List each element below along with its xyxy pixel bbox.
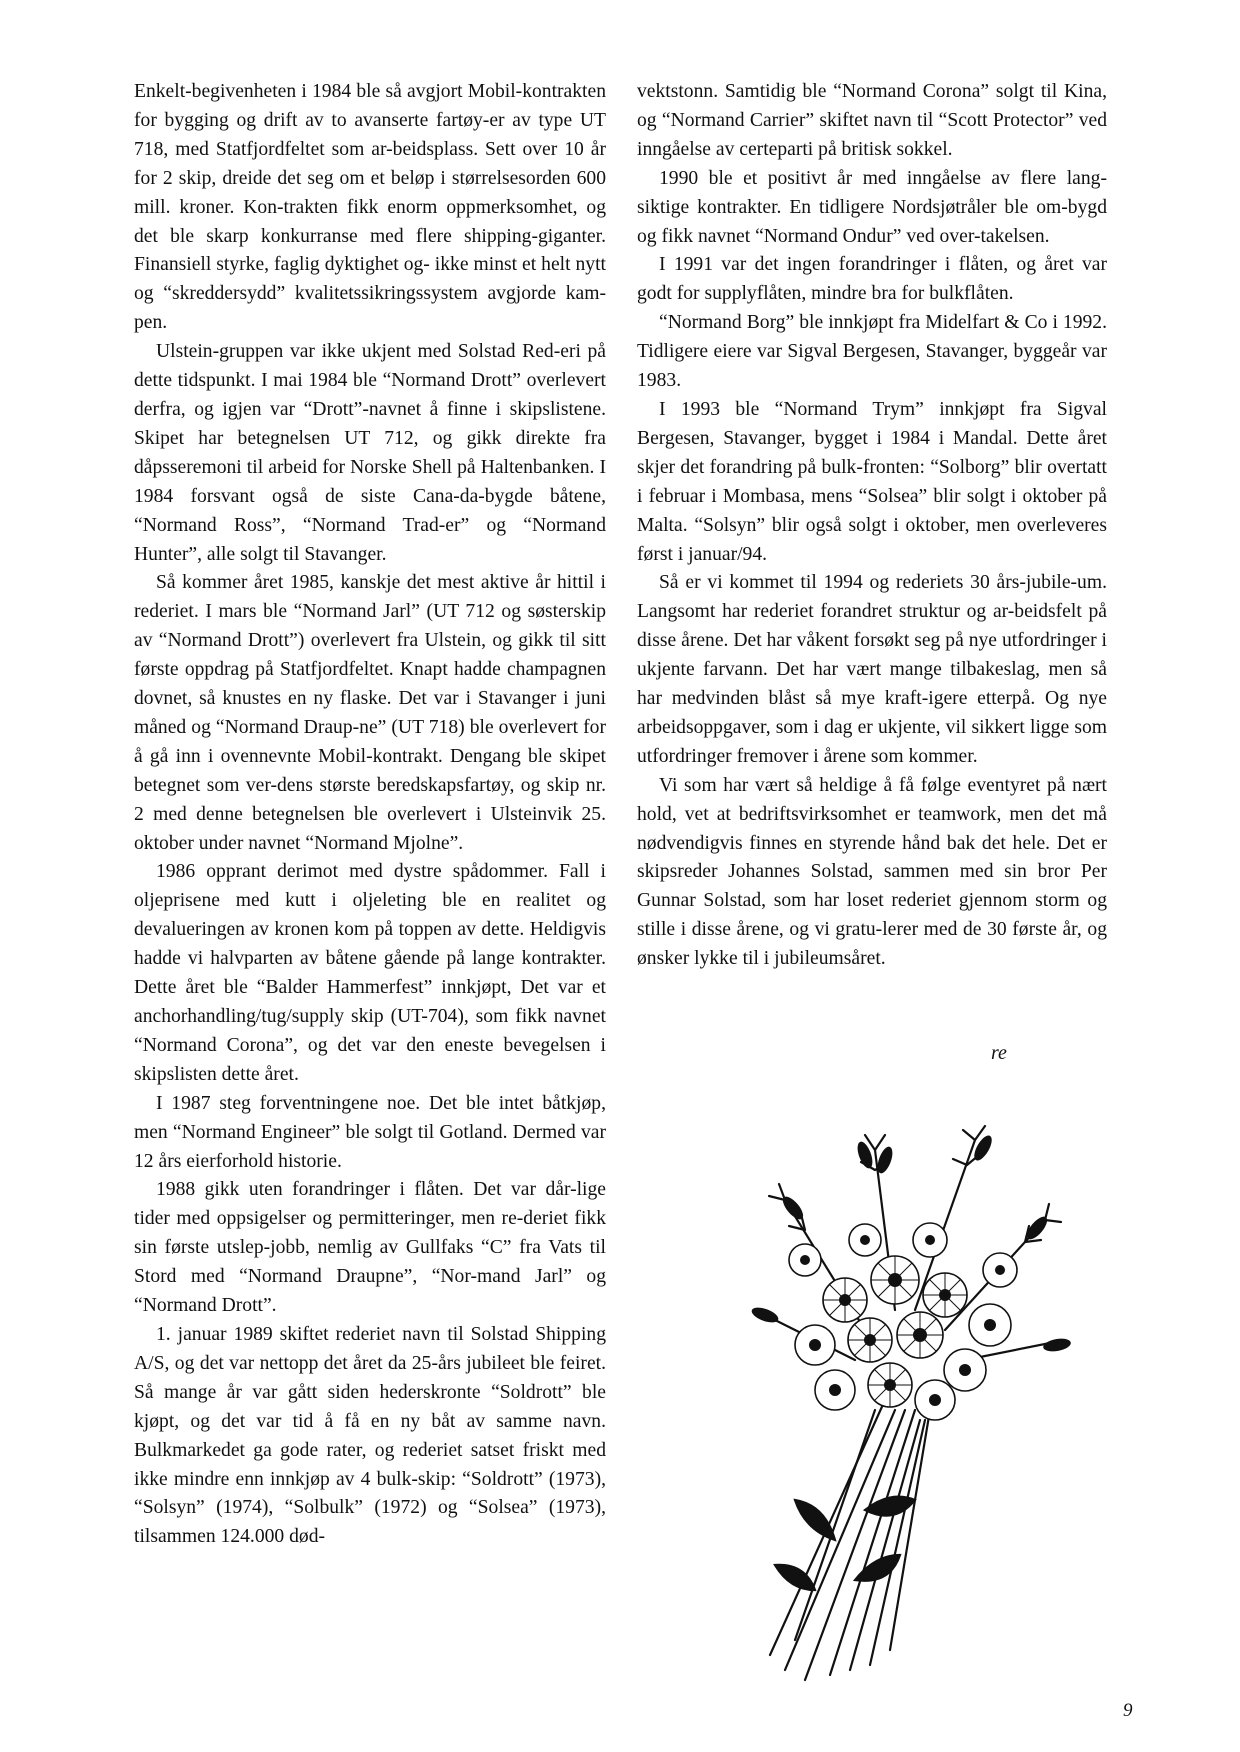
flower-bouquet-illustration	[745, 1110, 1075, 1690]
paragraph: vektstonn. Samtidig ble “Normand Corona” solgt til Kina, og “Normand Carrier” skiftet navn til “Scott Protector” ved inngåelse av certeparti på britisk sokkel.	[637, 81, 1107, 160]
paragraph: Vi som har vært så heldige å få følge eventyret på nært hold, vet at bedriftsvirksomhet er teamwork, men det må nødvendigvis finnes en styrende hånd bak det hele. Det er skipsreder Johannes Solstad, sammen med sin bror Per Gunnar Solstad, som har loset rederiet gjennom storm og stille i disse årene, og vi gratu-lerer med de 30 første år, og ønsker lykke til i jubileumsåret.	[637, 774, 1107, 970]
paragraph: Ulstein-gruppen var ikke ukjent med Solstad Red-eri på dette tidspunkt. I mai 1984 ble “Normand Drott” overlevert derfra, og igjen var “Drott”-navnet å finne i skipslistene. Skipet har betegnelsen UT 712, og gikk direkte fra dåpsseremoni til arbeid for Norske Shell på Haltenbanken. I 1984 forsvant også de siste Cana-da-bygde båtene, “Normand Ross”, “Normand Trad-er” og “Normand Hunter”, alle solgt til Stavanger.	[134, 341, 606, 565]
paragraph: Så kommer året 1985, kanskje det mest aktive år hittil i rederiet. I mars ble “Normand Jarl” (UT 712 og søsterskip av “Normand Drott”) overlevert fra Ulstein, og gikk til sitt første oppdrag på Statfjordfeltet. Knapt hadde champagnen dovnet, så knustes en ny flaske. Det var i Stavanger i juni måned og “Normand Draup-ne” (UT 718) ble overlevert for å gå inn i ovennevnte Mobil-kontrakt. Dengang ble skipet betegnet som ver-dens største beredskapsfartøy, og skip nr. 2 med denne betegnelsen ble overlevert i Ulsteinvik 25. oktober under navnet “Normand Mjolne”.	[134, 572, 606, 854]
paragraph: Enkelt-begivenheten i 1984 ble så avgjort Mobil-kontrakten for bygging og drift av to avanserte fartøy-er av type UT 718, med Statfjordfeltet som ar-beidsplass. Sett over 10 år for 2 skip, dreide det seg om et beløp i størrelsesorden 600 mill. kroner. Kon-trakten fikk enorm oppmerksomhet, og det ble skarp konkurranse med flere shipping-giganter. Finansiell styrke, faglig dyktighet og- ikke minst et helt nytt og “skreddersydd” kvalitetssikringssystem avgjorde kam-pen.	[134, 81, 606, 334]
paragraph: 1. januar 1989 skiftet rederiet navn til Solstad Shipping A/S, og det var nettopp det året da 25-års jubileet ble feiret. Så mange år var gått siden hederskronte “Soldrott” ble kjøpt, og det var tid å få en ny båt av samme navn. Bulkmarkedet ga gode rater, og rederiet satset friskt med ikke mindre enn innkjøp av 4 bulk-skip: “Soldrott” (1973), “Solsyn” (1974), “Solbulk” (1972) og “Solsea” (1973), tilsammen 124.000 død-	[134, 1323, 606, 1548]
paragraph: I 1991 var det ingen forandringer i flåten, og året var godt for supplyflåten, mindre bra for bulkflåten.	[637, 254, 1107, 305]
left-text-column	[134, 78, 606, 1552]
paragraph: 1986 opprant derimot med dystre spådommer. Fall i oljeprisene med kutt i oljeleting ble en realitet og devalueringen av kronen kom på toppen av dette. Heldigvis hadde vi halvparten av båtene gående på lange kontrakter. Dette året ble “Balder Hammerfest” innkjøpt, Det var et anchorhandling/tug/supply skip (UT-704), som fikk navnet “Normand Corona”, og det var den eneste bevegelsen i skipslisten dette året.	[134, 861, 606, 1085]
page-number: 9	[1123, 1700, 1133, 1721]
paragraph: 1988 gikk uten forandringer i flåten. Det var dår-lige tider med oppsigelser og permitteringer, men re-deriet fikk sin første utslep-jobb, nemlig av Gullfaks “C” fra Vats til Stord med “Normand Draupne”, “Nor-mand Jarl” og “Normand Drott”.	[134, 1179, 606, 1317]
paragraph: I 1993 ble “Normand Trym” innkjøpt fra Sigval Bergesen, Stavanger, bygget i 1984 i Mandal. Dette året skjer det forandring på bulk-fronten: “Solborg” blir overtatt i februar i Mombasa, mens “Solsea” blir solgt i oktober på Malta. “Solsyn” blir også solgt i oktober, men overleveres først i januar/94.	[637, 398, 1107, 565]
right-text-column	[637, 78, 1107, 974]
paragraph: I 1987 steg forventningene noe. Det ble intet båtkjøp, men “Normand Engineer” ble solgt til Gotland. Dermed var 12 års eierforhold historie.	[134, 1092, 606, 1172]
paragraph: 1990 ble et positivt år med inngåelse av flere lang-siktige kontrakter. En tidligere Nordsjøtråler ble om-bygd og fikk navnet “Normand Ondur” ved over-takelsen.	[637, 167, 1107, 247]
author-signature: re	[991, 1042, 1007, 1064]
paragraph: Så er vi kommet til 1994 og rederiets 30 års-jubile-um. Langsomt har rederiet forandret struktur og ar-beidsfelt på disse årene. Det har våkent forsøkt seg på nye utfordringer i ukjente farvann. Det har vært mange tilbakeslag, men så har medvinden blåst så mye kraft-igere etterpå. Og nye arbeidsoppgaver, som i dag er ukjente, vil sikkert ligge som utfordringer fremover i årene som kommer.	[637, 572, 1107, 767]
paragraph: “Normand Borg” ble innkjøpt fra Midelfart & Co i 1992. Tidligere eiere var Sigval Bergesen, Stavanger, byggeår var 1983.	[637, 312, 1107, 392]
